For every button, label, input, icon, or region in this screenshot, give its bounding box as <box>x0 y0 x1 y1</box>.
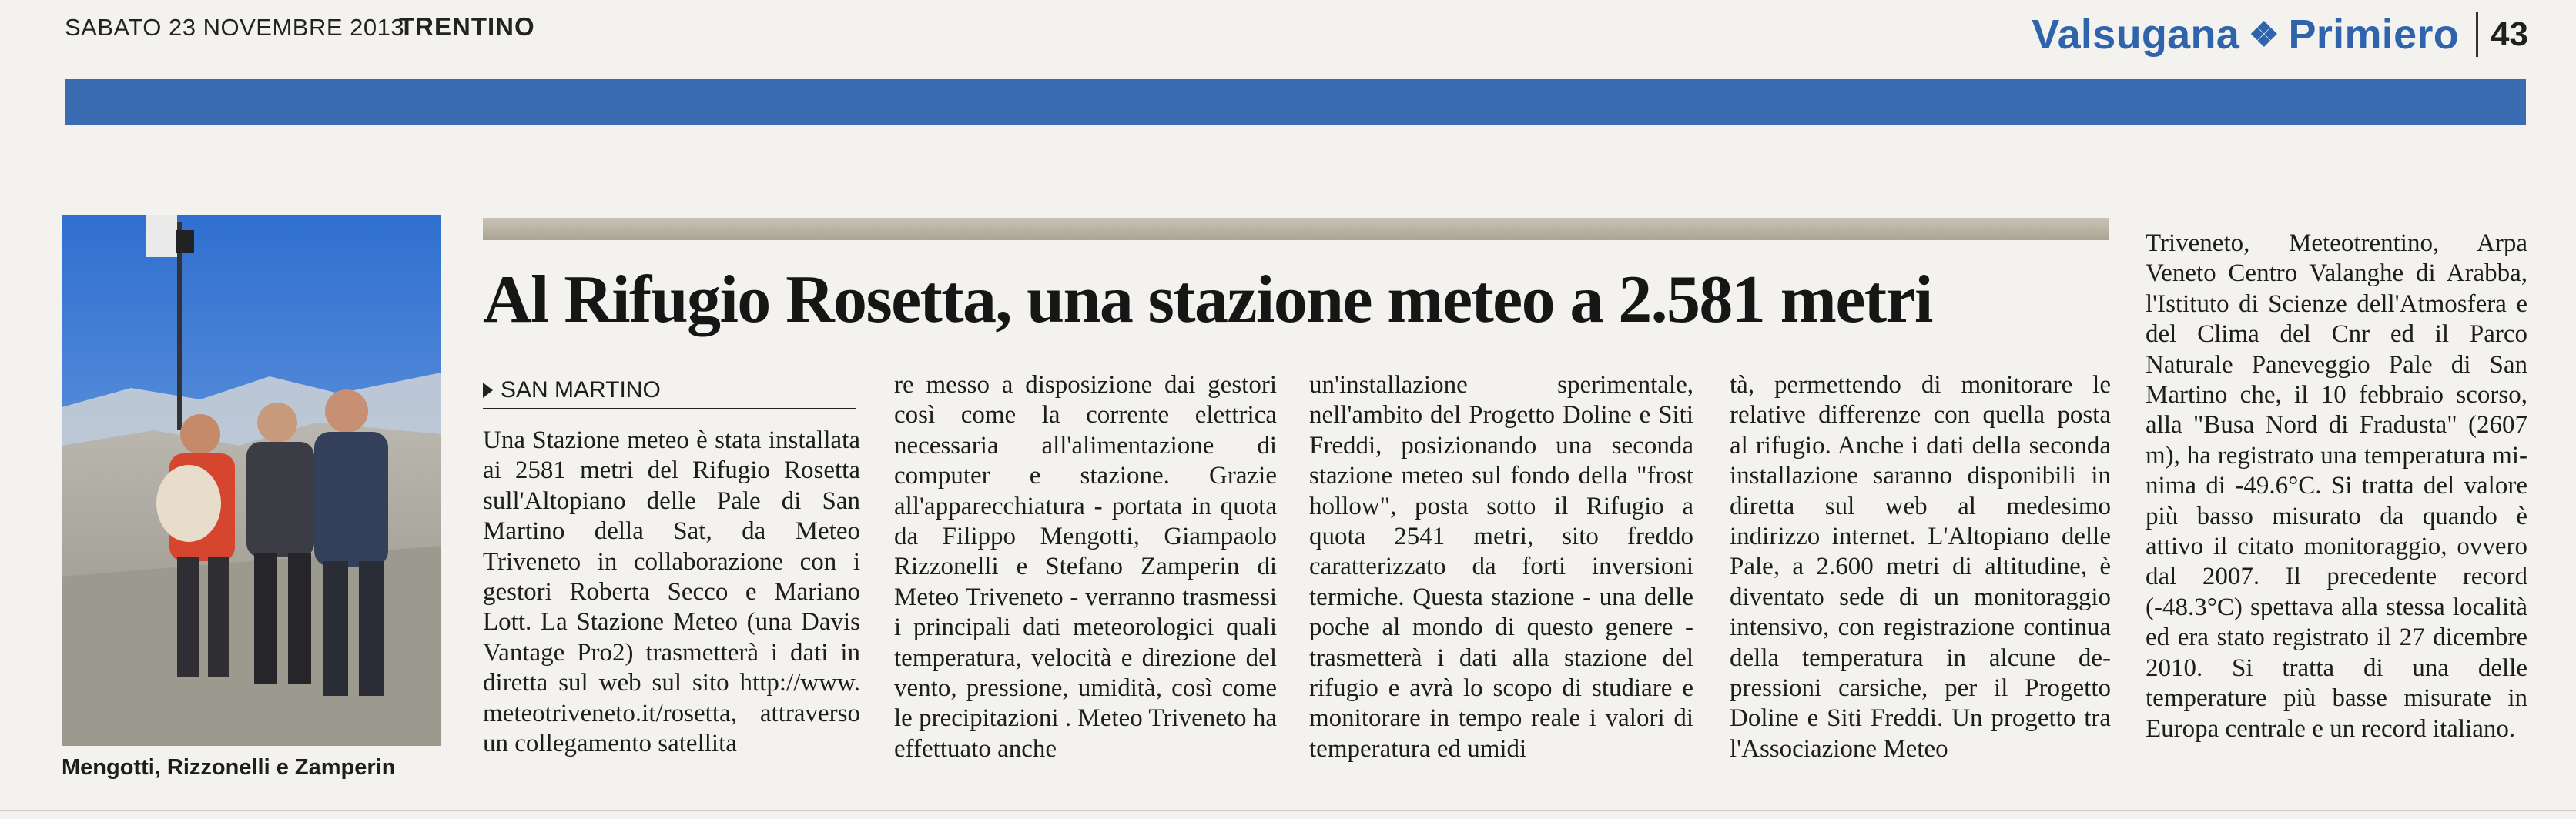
article-column-5 <box>2146 229 2527 744</box>
article-column-2 <box>894 370 1277 764</box>
region-primiero: Primiero <box>2288 12 2460 58</box>
kicker-text: SAN MARTINO <box>501 377 661 403</box>
column-1-text: Una Stazione meteo è stata installata ai 2581 metri del Rifugio Rosetta sull'Altopiano delle Pale di San Martino della Sat, da Meteo Triveneto in collaborazione con i gestori Roberta Secco e Mariano Lott. La Stazione Meteo (una Davis Vantage Pro2) trasmetterà i dati in diretta sul web sul sito http://www. meteotriveneto.it/rosetta, attraverso un collegamento satellita <box>483 426 860 758</box>
column-4-text: tà, permettendo di monitorare le relative differenze con quella posta al rifugio. Anche i dati della seconda installazione saranno disponibili in diretta sul web al medesimo indirizzo internet. L'Altopiano delle Pale, a 2.600 metri di altitudine, è diventato sede di un monitoraggio intensivo, con registrazione continua della temperatura in alcune depressioni carsiche, per il Progetto Doline e Siti Freddi. Un progetto tra l'Associazione Meteo <box>1730 371 2111 763</box>
article-column-1 <box>483 426 860 759</box>
triangle-bullet-icon <box>483 383 493 398</box>
header-color-bar <box>65 79 2526 125</box>
page-number-divider <box>2476 12 2478 57</box>
article-column-4 <box>1730 370 2111 764</box>
region-valsugana: Valsugana <box>2032 12 2240 58</box>
diamond-separator-icon: ❖ <box>2249 15 2280 54</box>
issue-date: SABATO 23 NOVEMBRE 2013 <box>65 14 405 41</box>
column-3-text: un'installazione sperimentale, nell'ambito del Progetto Doline e Siti Freddi, posizionando una seconda stazione meteo sul fondo della "frost hollow", posta sotto il Rifugio a quota 2541 metri, sito freddo caratterizzato da forti inversioni termiche. Questa stazione - una delle poche al mondo di questo genere - trasmetterà i dati alla stazione del rifugio e avrà lo scopo di studiare e monitorare in tempo reale i valori di temperatura ed umidi <box>1309 371 1693 763</box>
page-number: 43 <box>2491 15 2528 53</box>
headline-rule-band <box>483 218 2109 240</box>
article-column-3 <box>1309 370 1693 764</box>
page-header-right <box>2032 11 2528 58</box>
article-headline: Al Rifugio Rosetta, una stazione meteo a 2.581 metri <box>483 262 1932 337</box>
newspaper-section: TRENTINO <box>399 12 535 41</box>
column-5-text: Triveneto, Meteotrentino, Arpa Veneto Centro Valanghe di Arabba, l'Istituto di Scienze dell'Atmosfera e del Clima del Cnr ed il Parco Naturale Paneveggio Pale di San Martino che, il 10 febbraio scorso, alla "Busa Nord di Fradusta" (2607 m), ha registrato una temperatura minima di -49.6°C. Si tratta del valore più basso misurato da quando è attivo il citato monitoraggio, ovvero dal 2007. Il precedente record (-48.3°C) spettava alla stessa località ed era stato registrato il 27 dicembre 2010. Si tratta di una delle temperature più basse misurate in Europa centrale e un record italiano. <box>2146 229 2527 743</box>
article-photo <box>62 215 441 746</box>
column-2-text: re messo a disposizione dai gestori così come la corrente elettrica necessaria all'alimentazione di computer e stazione. Grazie all'apparecchiatura - portata in quota da Filippo Mengotti, Giampaolo Rizzonelli e Stefano Zamperin di Meteo Triveneto - verranno trasmessi i principali dati meteorologici quali temperatura, velocità e direzione del vento, pressione, umidità, così come le precipitazioni . Meteo Triveneto ha effettuato anche <box>894 371 1277 763</box>
mountain-photo-icon <box>62 215 441 746</box>
bottom-divider <box>0 810 2576 811</box>
location-kicker <box>483 373 856 410</box>
photo-caption: Mengotti, Rizzonelli e Zamperin <box>62 755 396 780</box>
